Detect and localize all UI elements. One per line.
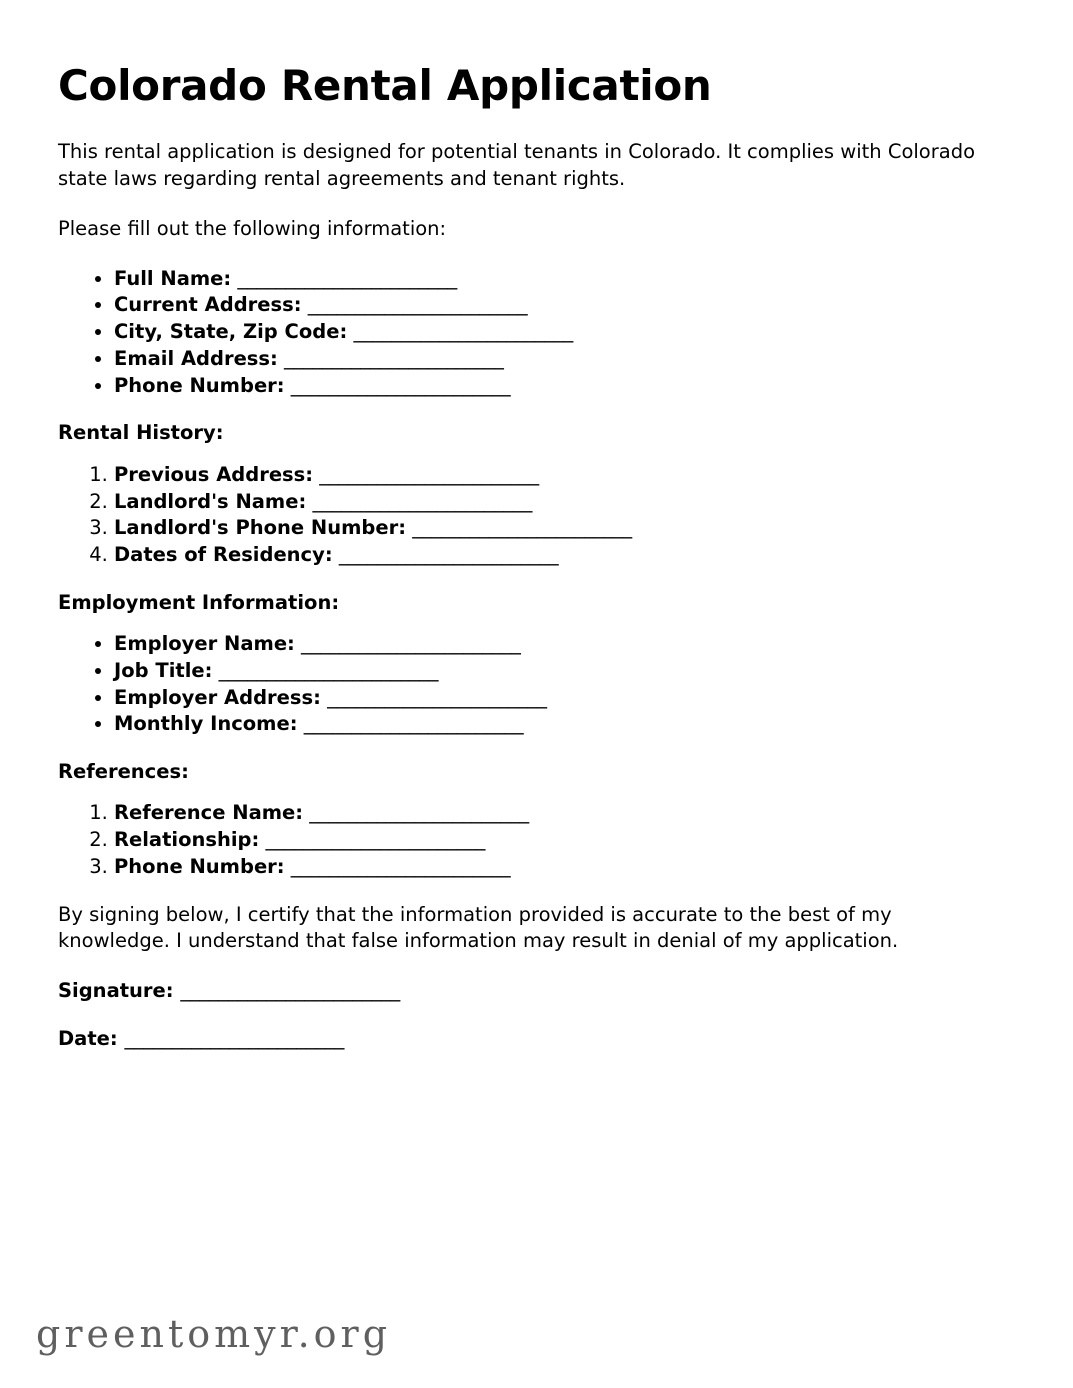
page-title: Colorado Rental Application xyxy=(58,61,712,110)
blank-line-dates-of-residency[interactable]: _______________________ xyxy=(338,542,559,566)
blank-line-reference-name[interactable]: _______________________ xyxy=(309,801,529,825)
list-item xyxy=(114,346,998,372)
certification-paragraph: By signing below, I certify that the information provided is accurate to the best of my knowledge. I understand that false information may result in denial of my application. xyxy=(58,902,899,953)
field-label-email-address: Email Address: xyxy=(114,346,278,370)
field-label-landlord-phone-number: Landlord's Phone Number: xyxy=(114,516,407,540)
date-field-row xyxy=(58,1026,998,1051)
blank-line-current-address[interactable]: _______________________ xyxy=(307,293,528,317)
list-item xyxy=(114,658,998,684)
section-heading-rental-history: Rental History: xyxy=(58,421,224,445)
blank-line-monthly-income[interactable]: _______________________ xyxy=(303,712,524,736)
blank-line-employer-address[interactable]: _______________________ xyxy=(327,685,547,709)
blank-line-landlord-phone-number[interactable]: _______________________ xyxy=(412,516,632,540)
field-label-employer-name: Employer Name: xyxy=(114,632,295,656)
field-label-monthly-income: Monthly Income: xyxy=(114,712,298,736)
list-item xyxy=(114,827,998,853)
field-label-city-state-zip: City, State, Zip Code: xyxy=(114,320,348,344)
blank-line-landlord-name[interactable]: _______________________ xyxy=(312,489,533,513)
field-label-phone-number: Phone Number: xyxy=(114,373,285,397)
intro-paragraph: This rental application is designed for potential tenants in Colorado. It complies with Colorado state laws regarding rental agreements and tenant rights. xyxy=(58,140,976,190)
field-label-employer-address: Employer Address: xyxy=(114,685,321,709)
references-list xyxy=(58,800,998,879)
field-label-dates-of-residency: Dates of Residency: xyxy=(114,542,333,566)
field-label-job-title: Job Title: xyxy=(114,658,213,682)
rental-history-list xyxy=(58,462,998,568)
field-label-previous-address: Previous Address: xyxy=(114,462,314,486)
blank-line-city-state-zip[interactable]: _______________________ xyxy=(353,320,574,344)
list-item xyxy=(114,711,998,737)
blank-line-previous-address[interactable]: _______________________ xyxy=(319,462,539,486)
document-content xyxy=(58,62,998,1073)
field-label-reference-phone-number: Phone Number: xyxy=(114,854,285,878)
field-label-full-name: Full Name: xyxy=(114,266,232,290)
section-heading-employment-information: Employment Information: xyxy=(58,590,340,614)
field-label-reference-name: Reference Name: xyxy=(114,801,304,825)
blank-line-signature[interactable]: _______________________ xyxy=(180,979,401,1003)
field-label-current-address: Current Address: xyxy=(114,293,302,317)
list-item xyxy=(114,800,998,826)
field-label-landlord-name: Landlord's Name: xyxy=(114,489,307,513)
blank-line-date[interactable]: _______________________ xyxy=(124,1026,345,1050)
signature-label: Signature: xyxy=(58,979,174,1003)
section-heading-references: References: xyxy=(58,759,189,783)
list-item xyxy=(114,515,998,541)
blank-line-full-name[interactable]: _______________________ xyxy=(237,266,458,290)
list-item xyxy=(114,319,998,345)
list-item xyxy=(114,631,998,657)
blank-line-employer-name[interactable]: _______________________ xyxy=(301,632,521,656)
date-label: Date: xyxy=(58,1026,118,1050)
blank-line-reference-phone-number[interactable]: _______________________ xyxy=(290,854,511,878)
site-watermark: greentomyr.org xyxy=(36,1312,392,1356)
blank-line-relationship[interactable]: _______________________ xyxy=(265,828,486,852)
blank-line-phone-number[interactable]: _______________________ xyxy=(290,373,511,397)
blank-line-email-address[interactable]: _______________________ xyxy=(284,346,504,370)
personal-info-list xyxy=(58,266,998,399)
list-item xyxy=(114,292,998,318)
signature-field-row xyxy=(58,978,998,1003)
list-item xyxy=(114,854,998,880)
field-label-relationship: Relationship: xyxy=(114,828,260,852)
list-item xyxy=(114,685,998,711)
list-item xyxy=(114,542,998,568)
list-item xyxy=(114,489,998,515)
list-item xyxy=(114,266,998,292)
list-item xyxy=(114,373,998,399)
employment-information-list xyxy=(58,631,998,737)
list-item xyxy=(114,462,998,488)
instruction-paragraph: Please fill out the following information: xyxy=(58,216,447,240)
blank-line-job-title[interactable]: _______________________ xyxy=(218,658,439,682)
